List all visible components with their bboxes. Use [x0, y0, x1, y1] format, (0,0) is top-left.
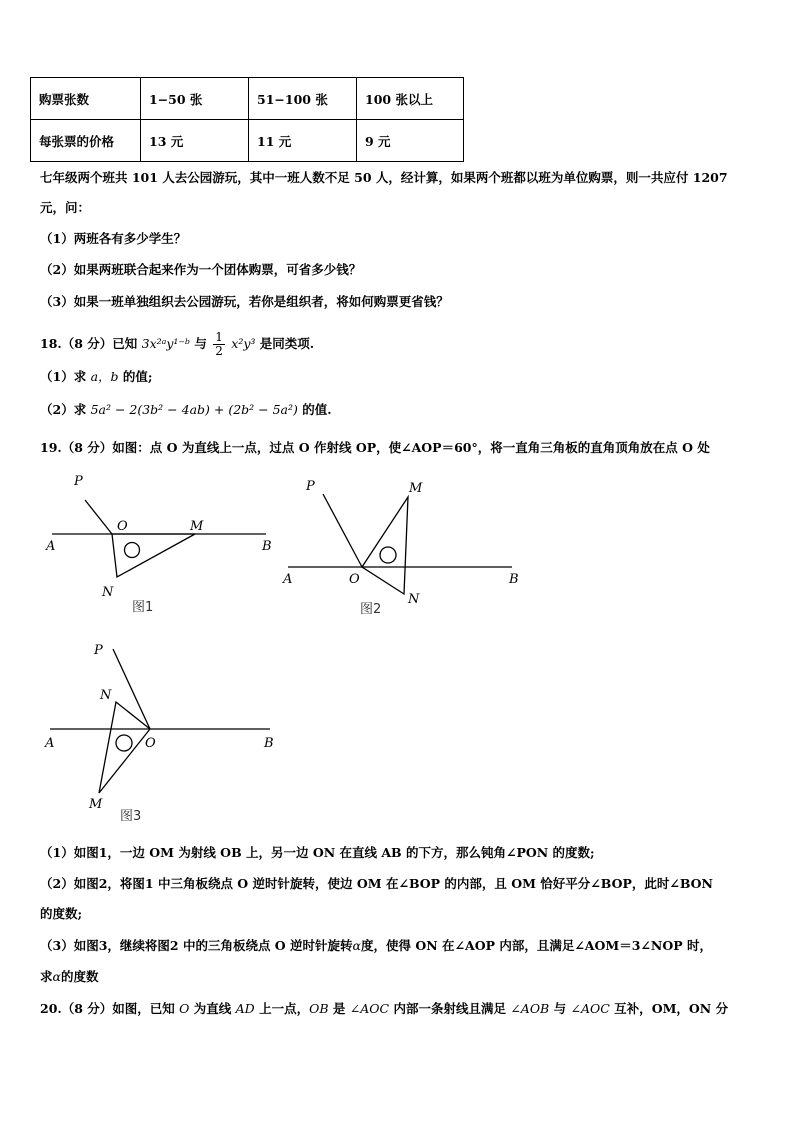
ticket-price-table: [30, 77, 464, 162]
q19-part3-text-a: （3）如图3，继续将图2 中的三角板绕点 O 逆时针旋转: [40, 938, 353, 953]
q18-expr1: 3x²ᵃy¹⁻ᵇ: [141, 336, 191, 351]
q18-part2: [40, 400, 332, 420]
q17-stem-line2: 元，问：: [40, 200, 91, 215]
q18-part1-prefix: （1）求: [40, 369, 87, 384]
q18-fraction: [213, 331, 225, 358]
label-M: M: [409, 481, 423, 496]
table-cell: 13 元: [141, 120, 249, 162]
figure-caption: 图2: [360, 602, 382, 617]
table-cell: 11 元: [249, 120, 357, 162]
q18-prefix: 18.（8 分）已知: [40, 336, 138, 351]
label-M: M: [190, 519, 204, 534]
q20-angle-aoc: ∠AOC: [349, 1001, 390, 1016]
label-O: O: [349, 572, 360, 587]
table-row: [31, 78, 464, 120]
label-O: O: [145, 736, 156, 751]
figure-1: [40, 470, 280, 620]
q20-point-o: O: [179, 1001, 190, 1016]
table-cell: 9 元: [357, 120, 464, 162]
q18-part2-suffix: 的值.: [302, 402, 332, 417]
label-P: P: [306, 479, 315, 494]
q18-mid: 与: [194, 336, 207, 351]
table-cell: 购票张数: [31, 78, 141, 120]
q17-part3: （3）如果一班单独组织去公园游玩，若你是组织者，将如何购票更省钱？: [40, 294, 449, 309]
label-N: N: [102, 585, 114, 600]
label-B: B: [262, 539, 272, 554]
label-M: M: [89, 797, 103, 812]
q19-part3-line1: [40, 936, 712, 956]
figure-2: [280, 470, 530, 620]
q17-stem-line1: 七年级两个班共 101 人去公园游玩，其中一班人数不足 50 人，经计算，如果两个班都以班为单位购票，则一共应付 1207: [40, 170, 728, 185]
fraction-numerator: 1: [215, 330, 223, 344]
alpha-symbol: α: [52, 969, 61, 984]
fraction-denominator: 2: [215, 344, 223, 358]
q19-part2-line2: 的度数;: [40, 906, 83, 921]
label-A: A: [283, 572, 293, 587]
q17-part2: （2）如果两班联合起来作为一个团体购票，可省多少钱？: [40, 262, 362, 277]
q17-part1: （1）两班各有多少学生？: [40, 231, 187, 246]
q18-expr2: x²y³: [231, 336, 256, 351]
q20-ray-ob: OB: [309, 1001, 329, 1016]
label-A: A: [46, 539, 56, 554]
q18-part1-suffix: 的值;: [122, 369, 153, 384]
q19-part3-text-d: 的度数: [60, 969, 99, 984]
q20-angle-aob: ∠AOB: [510, 1001, 550, 1016]
alpha-symbol: α: [352, 938, 361, 953]
q19-part2-line1: （2）如图2，将图1 中三角板绕点 O 逆时针旋转，使边 OM 在∠BOP 的内部，且 OM 恰好平分∠BOP，此时∠BON: [40, 876, 713, 891]
q19-part3-text-b: 度，使得 ON 在∠AOP 内部，且满足∠AOM＝3∠NOP 时，: [361, 938, 712, 953]
table-cell: 1−50 张: [141, 78, 249, 120]
q19-part3-text-c: 求: [40, 969, 53, 984]
q19-part3-line2: [40, 967, 98, 987]
label-A: A: [45, 736, 55, 751]
q20-rays-om-on: OM，ON: [651, 1001, 712, 1016]
q18-part1-vars: a，b: [90, 369, 119, 384]
q18-stem: [40, 330, 314, 358]
q18-part2-prefix: （2）求: [40, 402, 87, 417]
q19-stem: 19.（8 分）如图：点 O 为直线上一点，过点 O 作射线 OP，使∠AOP＝60°，将一直角三角板的直角顶角放在点 O 处: [40, 440, 710, 455]
table-cell: 100 张以上: [357, 78, 464, 120]
q20-line-ad: AD: [235, 1001, 255, 1016]
table-cell: 每张票的价格: [31, 120, 141, 162]
table-cell: 51−100 张: [249, 78, 357, 120]
label-B: B: [264, 736, 274, 751]
q20-prefix: 20.（8 分）如图，已知: [40, 1001, 175, 1016]
q20-text: 是: [332, 1001, 346, 1016]
q20-angle-aoc: ∠AOC: [570, 1001, 610, 1016]
q18-part1: [40, 367, 153, 387]
q20-text: 内部一条射线且满足: [393, 1001, 506, 1016]
q20-text: 上一点，: [259, 1001, 310, 1016]
q20-text: 与: [553, 1001, 567, 1016]
q20-text: 分: [715, 1001, 729, 1016]
q18-part2-expr: 5a² − 2(3b² − 4ab) + (2b² − 5a²): [90, 402, 298, 417]
label-N: N: [408, 592, 420, 607]
label-O: O: [117, 519, 128, 534]
figure-caption: 图3: [120, 809, 142, 824]
label-B: B: [509, 572, 519, 587]
q20-text: 为直线: [193, 1001, 232, 1016]
label-P: P: [74, 474, 83, 489]
table-row: [31, 120, 464, 162]
q20-stem: [40, 999, 728, 1019]
q19-part1: （1）如图1，一边 OM 为射线 OB 上，另一边 ON 在直线 AB 的下方，那么钝角∠PON 的度数;: [40, 845, 595, 860]
q18-suffix: 是同类项.: [259, 336, 315, 351]
label-P: P: [94, 643, 103, 658]
figure-caption: 图1: [132, 600, 154, 615]
figure-3: [40, 636, 290, 826]
q20-text: 互补，: [614, 1001, 652, 1016]
label-N: N: [100, 688, 112, 703]
